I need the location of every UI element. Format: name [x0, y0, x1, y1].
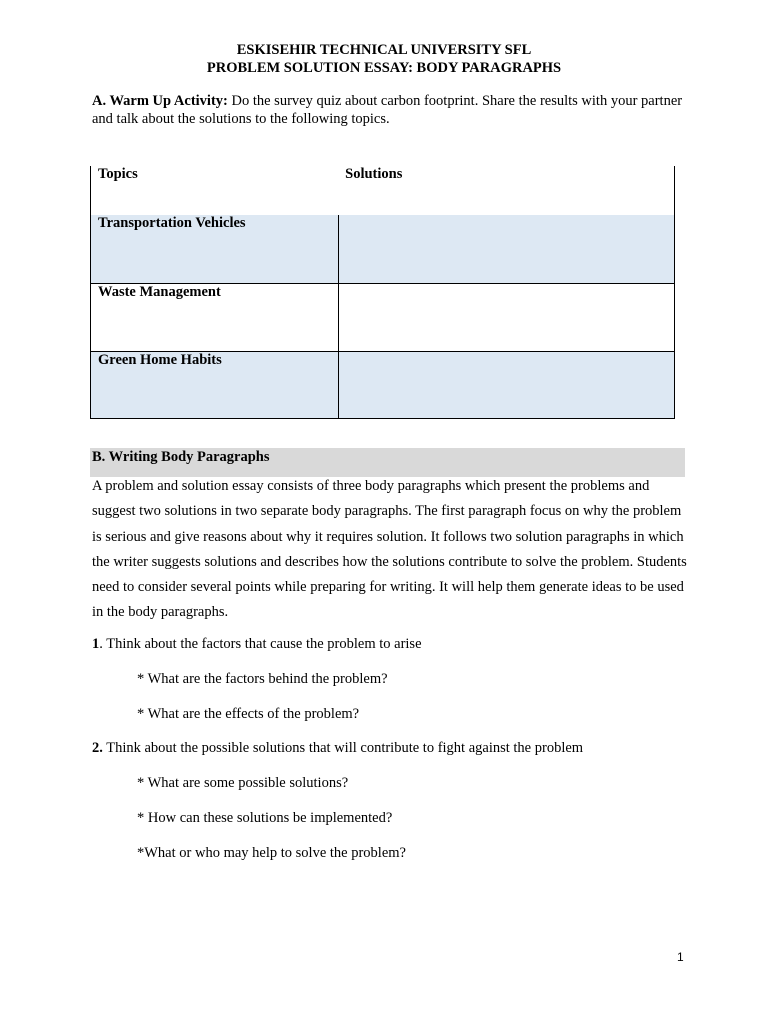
table-header-row: [91, 166, 675, 215]
point-1-number: 1: [92, 636, 100, 652]
solution-cell[interactable]: [338, 352, 674, 419]
point-2-question-2: * How can these solutions be implemented?: [137, 810, 393, 826]
section-b-heading: B. Writing Body Paragraphs: [90, 448, 685, 477]
point-1-question-2: * What are the effects of the problem?: [137, 706, 360, 722]
topics-column-header: Topics: [91, 166, 339, 215]
topics-table: [90, 166, 675, 419]
table-row: [91, 215, 675, 284]
document-title: ESKISEHIR TECHNICAL UNIVERSITY SFL: [236, 42, 532, 58]
table-row: [91, 284, 675, 352]
page-number: 1: [677, 950, 684, 964]
point-2-number: 2.: [92, 740, 103, 756]
point-2: [92, 740, 583, 757]
document-subtitle: PROBLEM SOLUTION ESSAY: BODY PARAGRAPHS: [206, 60, 562, 76]
table-row: [91, 352, 675, 419]
body-paragraph: A problem and solution essay consists of three body paragraphs which present the problems and suggest two solutions in two separate body paragraphs. The first paragraph focus on why the problem is serious and give reasons about why it requires solution. It follows two solution paragraphs in which the writer suggests solutions and describes how the solutions contribute to solve the problem. Students need to consider several points while preparing for writing. It will help them generate ideas to be used in the body paragraphs.: [92, 478, 687, 621]
topic-cell: Green Home Habits: [91, 352, 339, 419]
point-1-question-1: * What are the factors behind the problem?: [137, 671, 388, 687]
topic-cell: Waste Management: [91, 284, 339, 352]
point-2-question-1: * What are some possible solutions?: [137, 775, 349, 791]
point-1-text: . Think about the factors that cause the problem to arise: [99, 636, 422, 652]
warm-up-text: Do the survey quiz about carbon footprint. Share the results with your partner and talk about the solutions to the following topics.: [92, 93, 683, 127]
solution-cell[interactable]: [338, 215, 674, 284]
warm-up-label: A. Warm Up Activity:: [92, 93, 228, 109]
point-2-question-3: *What or who may help to solve the problem?: [137, 845, 406, 861]
point-2-text: Think about the possible solutions that will contribute to fight against the problem: [102, 740, 584, 756]
warm-up-activity: [92, 92, 692, 128]
solution-cell[interactable]: [338, 284, 674, 352]
point-1: [92, 636, 422, 653]
topic-cell: Transportation Vehicles: [91, 215, 339, 284]
solutions-column-header: Solutions: [338, 166, 674, 215]
